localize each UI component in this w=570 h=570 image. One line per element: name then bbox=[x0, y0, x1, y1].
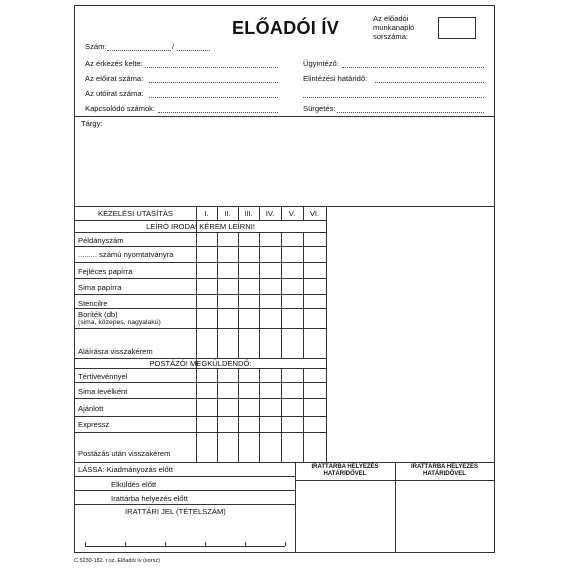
form-title: ELŐADÓI ÍV bbox=[232, 18, 340, 38]
row-line bbox=[75, 416, 326, 417]
table-col-5: V. bbox=[288, 209, 296, 218]
field-label-eloirat: Az előirat száma: bbox=[85, 74, 144, 83]
divider-table-top bbox=[75, 206, 494, 207]
row-line bbox=[75, 398, 326, 399]
row-line bbox=[75, 382, 326, 383]
col-line-2b bbox=[238, 232, 239, 358]
row-line bbox=[75, 262, 326, 263]
form-sheet bbox=[74, 5, 495, 553]
row-line bbox=[75, 294, 326, 295]
table-header-label: KEZELÉSI UTASÍTÁS bbox=[98, 209, 173, 218]
col-line-0 bbox=[196, 206, 197, 462]
field-label-surgetes: Sürgetés: bbox=[303, 104, 336, 113]
row-line bbox=[75, 278, 326, 279]
field-label-szam: Szám: bbox=[85, 42, 107, 51]
row-line bbox=[75, 504, 295, 505]
irattar-hatarido-1-line1: IRATTÁRBA HELYEZÉS bbox=[311, 464, 379, 470]
col-line-4b bbox=[281, 232, 282, 358]
worklog-label-line1: Az előadói bbox=[373, 14, 409, 23]
table-col-4: IV. bbox=[265, 209, 275, 218]
irattar-hatarido-2-line1: IRATTÁRBA HELYEZÉS bbox=[410, 464, 479, 470]
irattari-jel-baseline[interactable] bbox=[85, 546, 285, 547]
table-header-bottom bbox=[75, 220, 326, 221]
row-boritek: Boríték (db) bbox=[78, 310, 118, 319]
subject-area[interactable] bbox=[75, 126, 494, 206]
field-szam-line[interactable] bbox=[107, 50, 171, 51]
lassa-elkuldes: Elküldés előtt bbox=[111, 480, 157, 489]
tick bbox=[165, 542, 166, 546]
field-ugyintezo-line[interactable] bbox=[342, 67, 484, 68]
form-code: C.5230-182. r.sz. Előadói ív (sorsz) bbox=[74, 558, 160, 564]
table-col-3: III. bbox=[244, 209, 253, 218]
col-line-5b bbox=[303, 232, 304, 358]
field-surgetes-line[interactable] bbox=[337, 112, 484, 113]
field-extra-line[interactable] bbox=[303, 97, 484, 98]
tick bbox=[85, 542, 86, 546]
col-line-1b bbox=[217, 232, 218, 358]
irattari-jel-label: IRATTÁRI JEL (TÉTELSZÁM) bbox=[125, 507, 226, 516]
field-label-kapcsolodo: Kapcsolódó számok: bbox=[85, 104, 156, 113]
field-szam-separator: / bbox=[172, 42, 175, 51]
tick bbox=[205, 542, 206, 546]
worklog-label-line2: munkanapló bbox=[373, 23, 415, 32]
tick bbox=[245, 542, 246, 546]
table-col-6: VI. bbox=[309, 209, 320, 218]
row-peldanyszam: Példányszám bbox=[78, 236, 124, 245]
row-sima-papir: Sima papírra bbox=[78, 283, 122, 292]
field-eloirat-line[interactable] bbox=[149, 82, 278, 83]
field-erkezes-line[interactable] bbox=[145, 67, 278, 68]
field-label-targy: Tárgy: bbox=[81, 119, 103, 128]
table-col-2: II. bbox=[224, 209, 231, 218]
field-label-utoirat: Az utóirat száma: bbox=[85, 89, 144, 98]
field-szam-year-line[interactable] bbox=[177, 50, 210, 51]
tick bbox=[285, 542, 286, 546]
divider-bottom-top bbox=[75, 462, 494, 463]
row-line bbox=[75, 476, 295, 477]
row-boritek-sub: (sima, közepes, nagyalakú) bbox=[78, 319, 161, 326]
table-right-border bbox=[326, 206, 327, 462]
irattar-hatarido-2-underline bbox=[395, 480, 494, 481]
section2-bottom bbox=[75, 368, 326, 369]
lassa-kiadmanyozas: LÁSSA: Kiadmányozás előtt bbox=[78, 465, 173, 474]
row-line bbox=[75, 432, 326, 433]
row-tertiveveny: Tértivevénnyel bbox=[78, 372, 128, 381]
worklog-label-line3: sorszáma: bbox=[373, 32, 409, 41]
divider-subject-top bbox=[75, 116, 494, 117]
row-alairas: Aláírásra visszakérem bbox=[78, 347, 153, 356]
lassa-irattarba: Irattárba helyezés előtt bbox=[111, 494, 188, 503]
irattar-hatarido-2-line2: HATÁRIDŐVEL bbox=[423, 471, 466, 477]
table-col-1: I. bbox=[204, 209, 209, 218]
section1-bottom bbox=[75, 232, 326, 233]
field-label-erkezes: Az érkezés kelte: bbox=[85, 59, 143, 68]
row-stencil: Stencilre bbox=[78, 299, 108, 308]
row-line bbox=[75, 490, 295, 491]
worklog-number-box[interactable] bbox=[438, 17, 476, 39]
section-leiro-iroda: LEÍRÓ IRODA! KÉREM LEÍRNI! bbox=[146, 222, 255, 231]
row-ajanlott: Ajánlott bbox=[78, 404, 104, 413]
tick bbox=[125, 542, 126, 546]
row-line bbox=[75, 328, 326, 329]
row-fejleces: Fejléces papírra bbox=[78, 267, 133, 276]
section-postazo: POSTÁZÓ! MEGKÜLDENDŐ: bbox=[149, 359, 252, 368]
row-line bbox=[75, 246, 326, 247]
row-postazas-utan: Postázás után visszakérem bbox=[78, 449, 171, 458]
irattar-hatarido-1-underline bbox=[295, 480, 395, 481]
row-expressz: Expressz bbox=[78, 420, 110, 429]
row-line bbox=[75, 308, 326, 309]
field-label-ugyintezo: Ügyintéző: bbox=[303, 59, 339, 68]
field-hatarido-line[interactable] bbox=[375, 82, 484, 83]
irattar-hatarido-1-line2: HATÁRIDŐVEL bbox=[323, 471, 367, 477]
row-nyomtatvany: ......... számú nyomtatványra bbox=[78, 250, 174, 259]
field-utoirat-line[interactable] bbox=[149, 97, 278, 98]
col-line-3b bbox=[259, 232, 260, 358]
field-kapcsolodo-line[interactable] bbox=[158, 112, 278, 113]
field-label-hatarido: Elintézési határidő: bbox=[303, 74, 368, 83]
row-sima-level: Sima levélként bbox=[78, 387, 128, 396]
